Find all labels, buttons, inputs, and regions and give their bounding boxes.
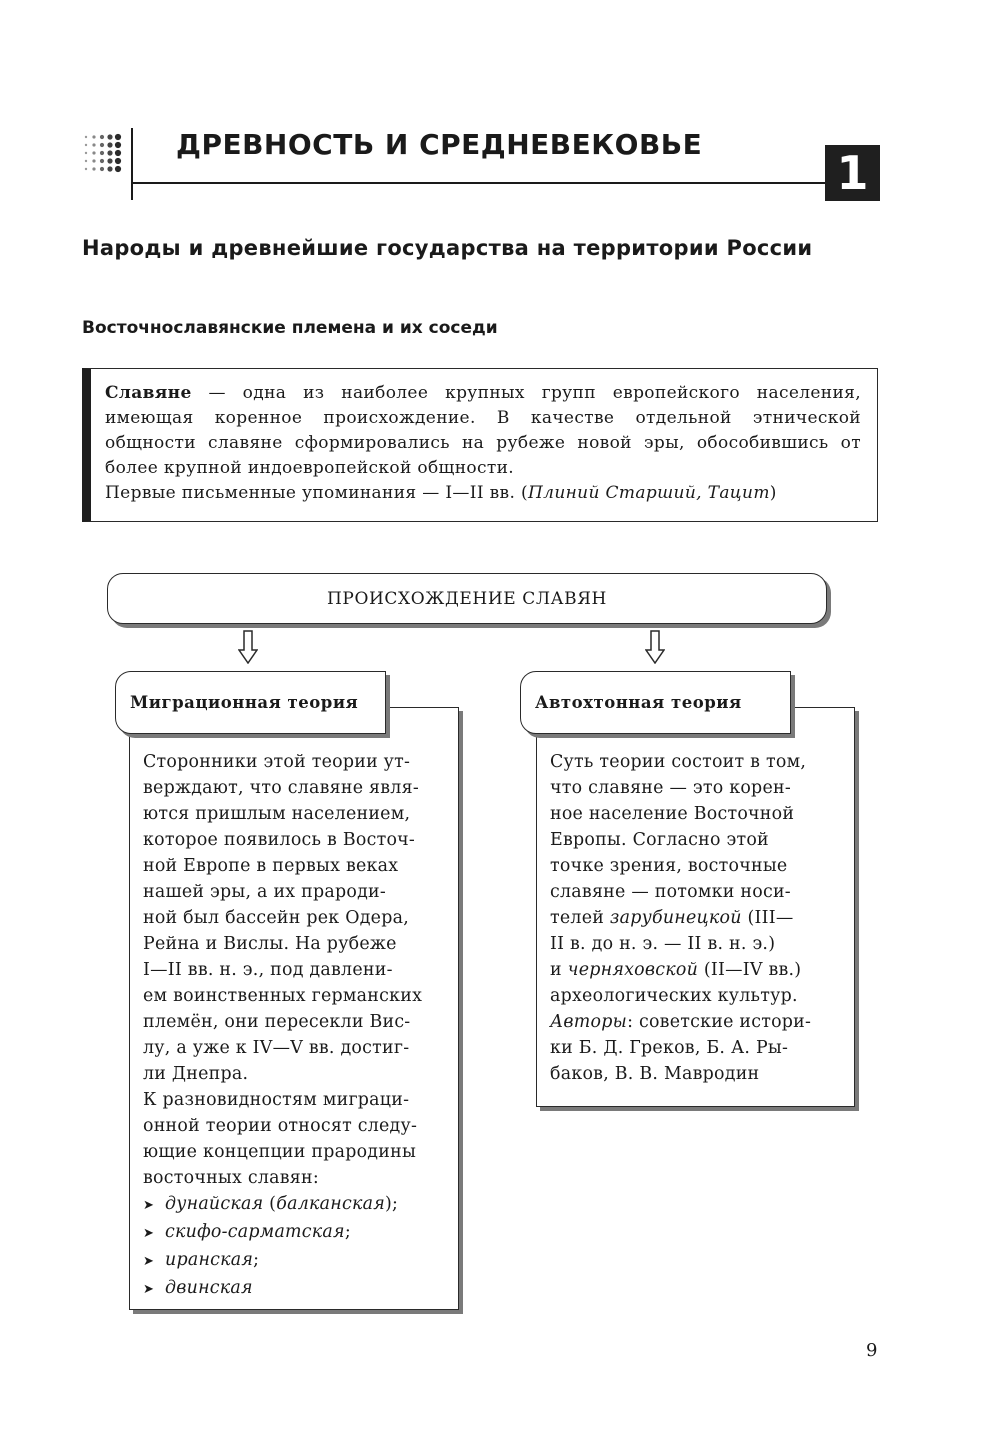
list-item-plain: ;	[344, 1222, 351, 1242]
text-line	[550, 1061, 854, 1087]
subsection-title: Восточнославянские племена и их соседи	[82, 318, 498, 338]
list-item-plain: (	[263, 1194, 277, 1214]
text-line	[550, 853, 854, 879]
text-line	[550, 905, 854, 931]
text-segment: II в. до н. э. — II в. н. э.)	[550, 934, 776, 954]
text-segment: ное население Восточной	[550, 804, 795, 824]
text-line: ются пришлым населением,	[143, 804, 411, 824]
definition-box	[82, 368, 878, 522]
text-line: I—II вв. н. э., под давлени-	[143, 960, 393, 980]
text-segment: Авторы	[550, 1012, 628, 1032]
text-line	[550, 749, 854, 775]
autochthonous-theory-title: Автохтонная теория	[535, 693, 742, 712]
autochthonous-theory-text	[550, 749, 854, 1087]
list-item-plain: ;	[253, 1250, 260, 1270]
first-mentions-prefix: Первые письменные упоминания — I—II вв. (	[105, 483, 528, 503]
text-line: нашей эры, а их прароди-	[143, 882, 386, 902]
list-item-end: );	[385, 1194, 399, 1214]
list-item-italic: дунайская	[165, 1194, 264, 1214]
text-line: онной теории относят следу-	[143, 1116, 418, 1136]
list-item-italic2: балканская	[276, 1194, 386, 1214]
arrow-bullet-icon: ➤	[143, 1226, 155, 1241]
list-item	[143, 1247, 458, 1275]
text-line	[550, 1035, 854, 1061]
chapter-number-badge: 1	[825, 145, 880, 201]
text-segment: черняховской	[567, 960, 699, 980]
list-item-text	[165, 1191, 398, 1217]
text-segment: баков, В. В. Мавродин	[550, 1064, 760, 1084]
list-item-italic: скифо-сарматская	[165, 1222, 345, 1242]
definition-term: Славяне	[105, 383, 192, 403]
text-segment: (II—IV вв.)	[698, 960, 802, 980]
autochthonous-theory-box	[536, 707, 855, 1107]
first-mentions	[105, 481, 861, 506]
text-line	[550, 931, 854, 957]
chapter-divider-vertical	[131, 128, 133, 200]
migration-theory-text	[143, 749, 458, 1191]
dot-grid-icon	[82, 133, 126, 177]
text-line: Сторонники этой теории ут-	[143, 752, 411, 772]
definition-paragraph	[105, 381, 861, 481]
text-segment: Европы. Согласно этой	[550, 830, 769, 850]
text-segment: : советские истори-	[627, 1012, 812, 1032]
text-line: которое появилось в Восточ-	[143, 830, 416, 850]
text-line: ной Европе в первых веках	[143, 856, 399, 876]
text-line: К разновидностям миграци-	[143, 1090, 410, 1110]
homeland-concepts-list	[143, 1191, 458, 1303]
text-line: восточных славян:	[143, 1168, 319, 1188]
migration-theory-box	[129, 707, 459, 1310]
text-segment: Суть теории состоит в том,	[550, 752, 807, 772]
text-line: верждают, что славяне явля-	[143, 778, 419, 798]
migration-theory-header	[115, 671, 386, 734]
list-item	[143, 1219, 458, 1247]
text-line: ной был бассейн рек Одера,	[143, 908, 409, 928]
text-line	[550, 775, 854, 801]
list-item-italic: двинская	[165, 1278, 253, 1298]
list-item-italic: иранская	[165, 1250, 254, 1270]
text-line: Рейна и Вислы. На рубеже	[143, 934, 397, 954]
text-segment: археологических культур.	[550, 986, 798, 1006]
list-item	[143, 1275, 458, 1303]
list-item-text	[165, 1275, 253, 1301]
definition-text: — одна из наиболее крупных групп европейского населения, имеющая коренное происхождение. В качестве отдельной этнической общности славяне сформировались на рубеже новой эры, обособившись от более крупной индоевропейской общности.	[105, 383, 861, 478]
origin-heading-box	[107, 573, 827, 624]
list-item-text	[165, 1247, 259, 1273]
migration-theory-title: Миграционная теория	[130, 693, 359, 712]
text-segment: славяне — потомки носи-	[550, 882, 791, 902]
section-title: Народы и древнейшие государства на территории России	[82, 236, 813, 260]
first-mentions-suffix: )	[769, 483, 777, 503]
text-segment: зарубинецкой	[609, 908, 742, 928]
chapter-divider-horizontal	[131, 182, 825, 184]
text-segment: (III—	[741, 908, 794, 928]
text-line	[550, 983, 854, 1009]
chapter-title: ДРЕВНОСТЬ И СРЕДНЕВЕКОВЬЕ	[176, 128, 703, 161]
text-segment: и	[550, 960, 568, 980]
text-segment: точке зрения, восточные	[550, 856, 788, 876]
text-line	[550, 879, 854, 905]
text-line: лу, а уже к IV—V вв. достиг-	[143, 1038, 410, 1058]
down-arrow-icon	[645, 630, 665, 664]
text-line: ли Днепра.	[143, 1064, 249, 1084]
text-line	[550, 1009, 854, 1035]
text-segment: ки Б. Д. Греков, Б. А. Ры-	[550, 1038, 789, 1058]
text-segment: телей	[550, 908, 610, 928]
text-line	[550, 827, 854, 853]
origin-heading: ПРОИСХОЖДЕНИЕ СЛАВЯН	[327, 588, 607, 609]
list-item-text	[165, 1219, 351, 1245]
text-line: племён, они пересекли Вис-	[143, 1012, 411, 1032]
list-item	[143, 1191, 458, 1219]
first-mentions-sources: Плиний Старший, Тацит	[527, 483, 770, 503]
arrow-bullet-icon: ➤	[143, 1254, 155, 1269]
text-line: ем воинственных германских	[143, 986, 423, 1006]
text-line	[550, 801, 854, 827]
page-number: 9	[866, 1340, 878, 1361]
text-line	[550, 957, 854, 983]
down-arrow-icon	[238, 630, 258, 664]
text-segment: что славяне — это корен-	[550, 778, 791, 798]
autochthonous-theory-header	[520, 671, 791, 734]
arrow-bullet-icon: ➤	[143, 1282, 155, 1297]
arrow-bullet-icon: ➤	[143, 1198, 155, 1213]
text-line: ющие концепции прародины	[143, 1142, 417, 1162]
